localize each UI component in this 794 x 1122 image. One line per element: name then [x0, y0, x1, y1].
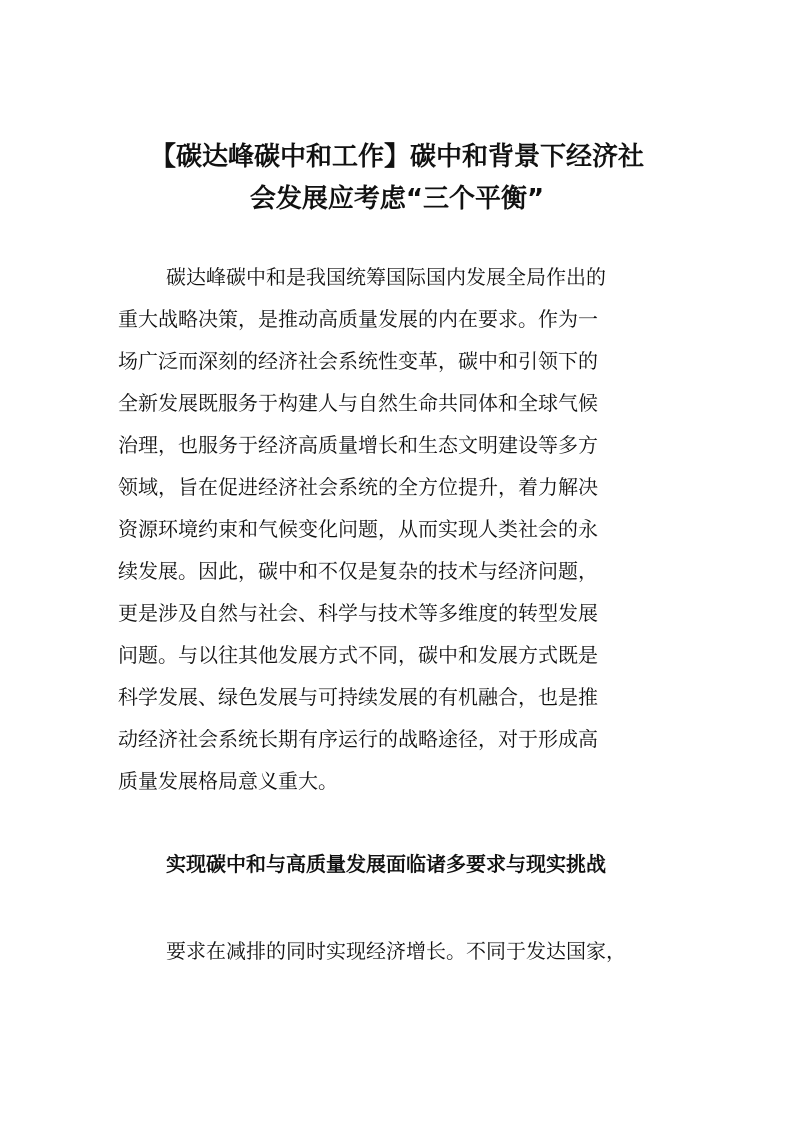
paragraph-1 [118, 256, 678, 802]
paragraph-line: 全新发展既服务于构建人与自然生命共同体和全球气候 [118, 391, 598, 415]
paragraph-line: 问题。与以往其他发展方式不同，碳中和发展方式既是 [118, 643, 598, 667]
title-line: 【碳达峰碳中和工作】碳中和背景下经济社 [149, 142, 644, 172]
paragraph-line: 动经济社会系统长期有序运行的战略途径，对于形成高 [118, 727, 598, 751]
paragraph-line: 碳达峰碳中和是我国统筹国际国内发展全局作出的 [166, 265, 606, 289]
paragraph-line: 治理，也服务于经济高质量增长和生态文明建设等多方 [118, 433, 598, 457]
paragraph-line: 更是涉及自然与社会、科学与技术等多维度的转型发展 [118, 601, 598, 625]
paragraph-line: 资源环境约束和气候变化问题，从而实现人类社会的永 [118, 517, 598, 541]
paragraph-2: 要求在减排的同时实现经济增长。不同于发达国家， [166, 939, 626, 963]
paragraph-line: 质量发展格局意义重大。 [118, 769, 338, 793]
paragraph-line: 场广泛而深刻的经济社会系统性变革，碳中和引领下的 [118, 349, 598, 373]
paragraph-line: 科学发展、绿色发展与可持续发展的有机融合，也是推 [118, 685, 598, 709]
paragraph-line: 续发展。因此，碳中和不仅是复杂的技术与经济问题， [118, 559, 598, 583]
section-heading: 实现碳中和与高质量发展面临诸多要求与现实挑战 [166, 852, 606, 876]
document-title [100, 136, 694, 220]
paragraph-line: 重大战略决策，是推动高质量发展的内在要求。作为一 [118, 307, 598, 331]
paragraph-line: 领域，旨在促进经济社会系统的全方位提升，着力解决 [118, 475, 598, 499]
title-line: 会发展应考虑“三个平衡” [249, 184, 545, 214]
